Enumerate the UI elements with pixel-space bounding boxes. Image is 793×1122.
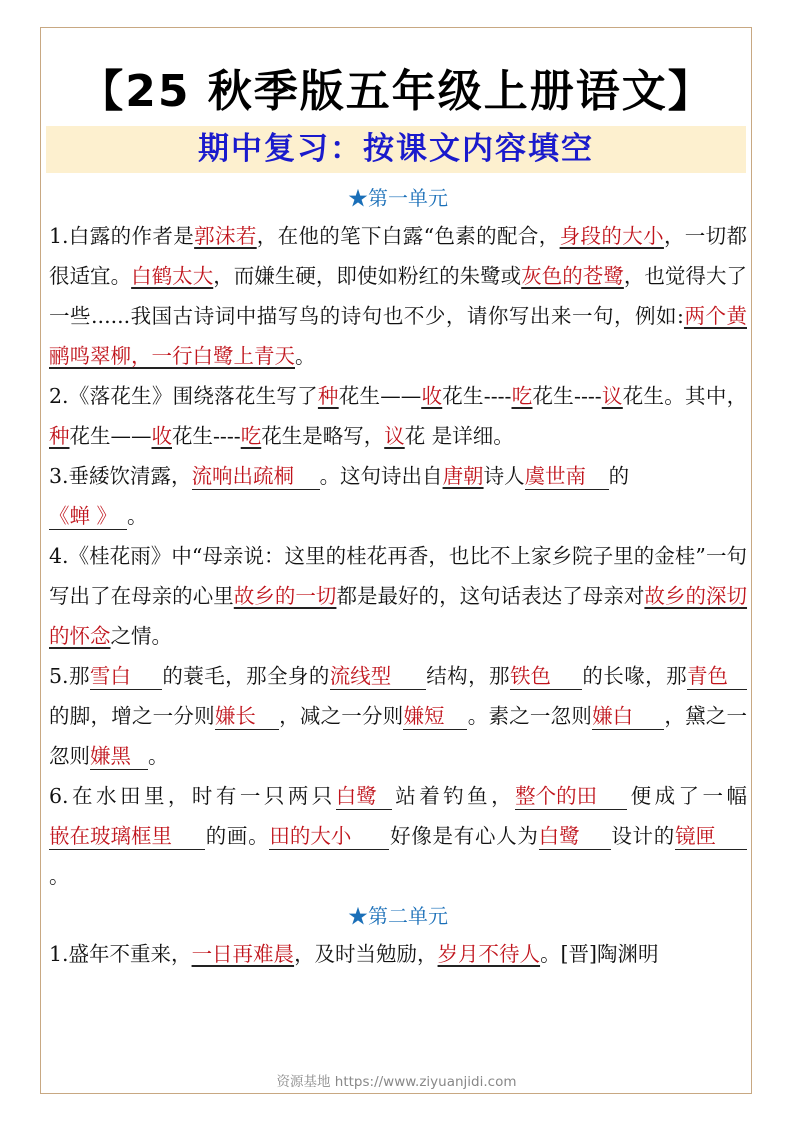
answer-text: 两个黄鹂鸣翠柳，一行白鹭上青天 xyxy=(49,304,747,368)
question-text: 1.白露的作者是 xyxy=(49,224,195,248)
question-text: ，黛之一忽则 xyxy=(49,704,748,768)
answer-blank: 铁色 xyxy=(510,663,582,690)
question-text: 的蓑毛，那全身的 xyxy=(161,664,330,688)
answer-blank: 嫌短 xyxy=(403,703,467,730)
question-text: ，一切都很适宜。 xyxy=(49,224,748,288)
question-text: 。素之一忽则 xyxy=(467,704,593,728)
answer-text: 收 xyxy=(151,424,172,448)
question-text: 之情。 xyxy=(110,624,172,648)
question-text: 。[晋]陶渊明 xyxy=(540,942,659,966)
answer-text: 身段的大小 xyxy=(559,224,664,248)
question-text: ，也觉得大了一些......我国古诗词中描写鸟的诗句也不少，请你写出来一句，例如: xyxy=(49,264,748,328)
answer-text: 故乡的深切的怀念 xyxy=(49,584,748,648)
question-text: 花生---- xyxy=(172,424,241,448)
answer-blank: 白鹭 xyxy=(336,783,392,810)
question-text: 2.《落花生》围绕落花生写了 xyxy=(49,384,318,408)
answer-blank: 整个的田 xyxy=(515,783,627,810)
question-text: 花生。其中， xyxy=(622,384,748,408)
answer-text: 灰色的苍鹭 xyxy=(521,264,624,288)
question-text: ，及时当勉励， xyxy=(294,942,438,966)
answer-text: 白鹤太大 xyxy=(131,264,214,288)
question-text: 。 xyxy=(295,344,316,368)
question-text: 的长喙，那 xyxy=(581,664,688,688)
question-text: 的脚，增之一分则 xyxy=(49,704,215,728)
question-item xyxy=(49,776,747,896)
answer-blank: 嫌长 xyxy=(215,703,279,730)
star-icon: ★ xyxy=(348,904,368,928)
question-text: 花生---- xyxy=(442,384,512,408)
answer-blank: 田的大小 xyxy=(269,823,389,850)
question-text: 花 是详细。 xyxy=(404,424,514,448)
worksheet-content xyxy=(49,180,747,974)
answer-blank: 青色 xyxy=(687,663,747,690)
answer-text: 吃 xyxy=(240,424,262,448)
answer-blank: 白鹭 xyxy=(539,823,611,850)
question-text: 6.在水田里，时有一只两只 xyxy=(49,784,336,808)
question-text: 5.那 xyxy=(49,664,90,688)
question-text: ，在他的笔下白露“色素的配合， xyxy=(256,224,560,248)
question-item xyxy=(49,536,747,656)
answer-blank: 嵌在玻璃框里 xyxy=(49,823,205,850)
question-text: 的 xyxy=(608,464,630,488)
question-text: 花生—— xyxy=(338,384,422,408)
question-text: ，减之一分则 xyxy=(278,704,404,728)
answer-text: 郭沫若 xyxy=(194,224,257,248)
question-text: 都是最好的，这句话表达了母亲对 xyxy=(336,584,645,608)
question-text: 。 xyxy=(49,864,70,888)
question-text: 便成了一幅 xyxy=(627,784,748,808)
answer-blank: 流线型 xyxy=(330,663,426,690)
question-text: 花生是略写， xyxy=(261,424,385,448)
question-text: 。 xyxy=(127,504,148,528)
answer-text: 种 xyxy=(317,384,339,408)
question-item xyxy=(49,376,747,456)
unit-heading-label: 第二单元 xyxy=(368,904,448,928)
answer-blank: 《蝉 》 xyxy=(49,503,127,530)
answer-blank: 嫌黑 xyxy=(90,743,148,770)
answer-text: 议 xyxy=(384,424,405,448)
star-icon: ★ xyxy=(348,186,368,210)
question-text: 。这句诗出自 xyxy=(319,464,443,488)
question-text: 3.垂緌饮清露， xyxy=(49,464,192,488)
answer-text: 岁月不待人 xyxy=(437,942,541,966)
question-text: 结构，那 xyxy=(425,664,510,688)
question-text: 设计的 xyxy=(610,824,675,848)
question-text: 4.《桂花雨》中“母亲说：这里的桂花再香，也比不上家乡院子里的金桂”一句写出了在母亲的心里 xyxy=(49,544,747,608)
footer-watermark: 资源基地 https://www.ziyuanjidi.com xyxy=(276,1074,517,1090)
question-text: 好像是有心人为 xyxy=(389,824,539,848)
unit-heading xyxy=(49,898,747,934)
question-text: 的画。 xyxy=(205,824,270,848)
question-text: 花生---- xyxy=(532,384,602,408)
unit-heading xyxy=(49,180,747,216)
answer-blank: 镜匣 xyxy=(675,823,747,850)
question-item xyxy=(49,934,747,974)
question-text: 1.盛年不重来， xyxy=(49,942,192,966)
answer-text: 唐朝 xyxy=(442,464,484,488)
page-title: 【25 秋季版五年级上册语文】 xyxy=(79,66,714,117)
unit-heading-label: 第一单元 xyxy=(368,186,448,210)
answer-text: 议 xyxy=(601,384,623,408)
answer-text: 一日再难晨 xyxy=(191,942,295,966)
question-text: 花生—— xyxy=(69,424,152,448)
question-text: ，而嫌生硬，即使如粉红的朱鹭或 xyxy=(213,264,522,288)
question-item xyxy=(49,216,747,376)
answer-blank: 虞世南 xyxy=(525,463,609,490)
answer-text: 收 xyxy=(421,384,443,408)
question-text: 站着钓鱼， xyxy=(391,784,516,808)
answer-text: 故乡的一切 xyxy=(233,584,337,608)
answer-blank: 流响出疏桐 xyxy=(192,463,320,490)
question-text: 。 xyxy=(148,744,169,768)
answer-text: 种 xyxy=(49,424,70,448)
answer-blank: 雪白 xyxy=(90,663,162,690)
answer-text: 吃 xyxy=(511,384,533,408)
question-item xyxy=(49,456,747,536)
question-item xyxy=(49,656,747,776)
answer-blank: 嫌白 xyxy=(592,703,664,730)
page-subtitle: 期中复习：按课文内容填空 xyxy=(198,131,594,167)
question-text: 诗人 xyxy=(483,464,525,488)
